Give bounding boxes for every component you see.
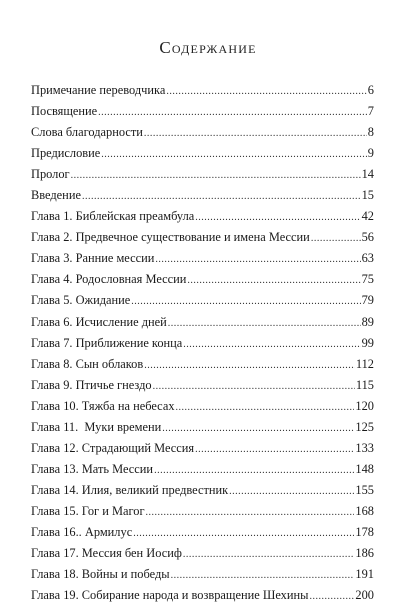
toc-entry [31,185,374,206]
toc-entry [31,269,374,290]
toc-entry-page: 186 [355,546,374,561]
toc-entry [31,543,374,564]
toc-entry [31,227,374,248]
toc-entry-title: Глава 19. Собирание народа и возвращение Шехины [31,588,309,603]
toc-entry-title: Пролог [31,167,70,182]
toc-entry [31,312,374,333]
toc-entry-page: 99 [361,335,374,350]
leader-dots [153,376,355,397]
toc-entry [31,290,374,311]
toc-entry-page: 89 [361,314,374,329]
leader-dots [131,291,360,312]
toc-entry-page: 56 [361,230,374,245]
toc-entry-title: Глава 18. Войны и победы [31,567,170,582]
toc-entry [31,396,374,417]
toc-entry [31,417,374,438]
toc-entry-page: 178 [355,524,374,539]
leader-dots [311,228,361,249]
toc-entry-title: Глава 16.. Армилус [31,524,133,539]
toc-entry [31,375,374,396]
toc-entry [31,564,374,585]
toc-entry-page: 168 [355,503,374,518]
toc-entry [31,101,374,122]
leader-dots [144,123,367,144]
toc-entry [31,164,374,185]
toc-entry-title: Глава 12. Страдающий Мессия [31,440,195,455]
toc-entry-page: 14 [361,167,374,182]
toc-entry [31,459,374,480]
toc-entry [31,333,374,354]
toc-entry-page: 79 [361,293,374,308]
toc-entry-title: Слова благодарности [31,125,143,140]
toc-entry-title: Глава 9. Птичье гнездо [31,377,152,392]
toc-entry [31,248,374,269]
toc-entry-page: 115 [355,377,374,392]
toc-entry-page: 42 [361,209,374,224]
toc-entry-title: Глава 14. Илия, великий предвестник [31,482,229,497]
toc-entry-title: Глава 6. Исчисление дней [31,314,167,329]
leader-dots [82,186,361,207]
toc-entry [31,522,374,543]
leader-dots [309,586,354,607]
toc-entry-title: Введение [31,188,81,203]
toc-entry [31,122,374,143]
leader-dots [168,313,361,334]
page-title: Содержание [159,38,257,57]
toc-entry-page: 8 [367,125,374,140]
toc-entry [31,480,374,501]
toc-entry-page: 148 [355,461,374,476]
toc-entry-page: 75 [361,272,374,287]
toc-entry-title: Глава 13. Мать Мессии [31,461,154,476]
toc-entry-title: Предисловие [31,146,101,161]
leader-dots [101,144,367,165]
toc-entry-page: 9 [367,146,374,161]
toc-entry [31,585,374,606]
toc-entry-title: Глава 17. Мессия бен Иосиф [31,546,182,561]
leader-dots [154,460,354,481]
toc-entry-title: Глава 10. Тяжба на небесах [31,398,175,413]
leader-dots [183,334,360,355]
leader-dots [155,249,360,270]
toc-entry-page: 125 [355,419,374,434]
toc-entry-title: Глава 8. Сын облаков [31,356,144,371]
toc-entry-page: 200 [355,588,374,603]
leader-dots [176,397,355,418]
toc-entry-title: Примечание переводчика [31,83,166,97]
toc-entry-page: 191 [355,567,374,582]
toc-entry-title: Глава 5. Ожидание [31,293,131,308]
leader-dots [166,81,366,102]
leader-dots [171,565,355,586]
toc-entry-title: Глава 11. Муки времени [31,419,162,434]
toc-entry-title: Глава 7. Приближение конца [31,335,183,350]
toc-entry-page: 155 [355,482,374,497]
leader-dots [187,270,360,291]
toc-entry-title: Посвящение [31,104,98,119]
toc-entry-title: Глава 3. Ранние мессии [31,251,155,266]
toc-entry-page: 112 [355,356,374,371]
leader-dots [162,418,354,439]
table-of-contents [31,80,374,606]
toc-entry [31,80,374,101]
toc-entry-title: Глава 4. Родословная Мессии [31,272,187,287]
toc-entry-page: 7 [367,104,374,119]
leader-dots [229,481,354,502]
toc-entry [31,354,374,375]
toc-entry [31,438,374,459]
leader-dots [195,207,360,228]
leader-dots [71,165,361,186]
toc-entry-page: 63 [361,251,374,266]
toc-entry-title: Глава 2. Предвечное существование и имена Мессии [31,230,310,245]
leader-dots [195,439,354,460]
toc-entry-title: Глава 1. Библейская преамбула [31,209,195,224]
toc-entry-page: 133 [355,440,374,455]
toc-entry [31,206,374,227]
leader-dots [98,102,367,123]
toc-entry [31,501,374,522]
leader-dots [144,355,355,376]
toc-entry-page: 15 [361,188,374,203]
toc-entry-title: Глава 15. Гог и Магог [31,503,145,518]
toc-entry-page: 6 [367,83,374,97]
leader-dots [133,523,354,544]
leader-dots [146,502,355,523]
leader-dots [183,544,355,565]
toc-entry [31,143,374,164]
toc-entry-page: 120 [355,398,374,413]
